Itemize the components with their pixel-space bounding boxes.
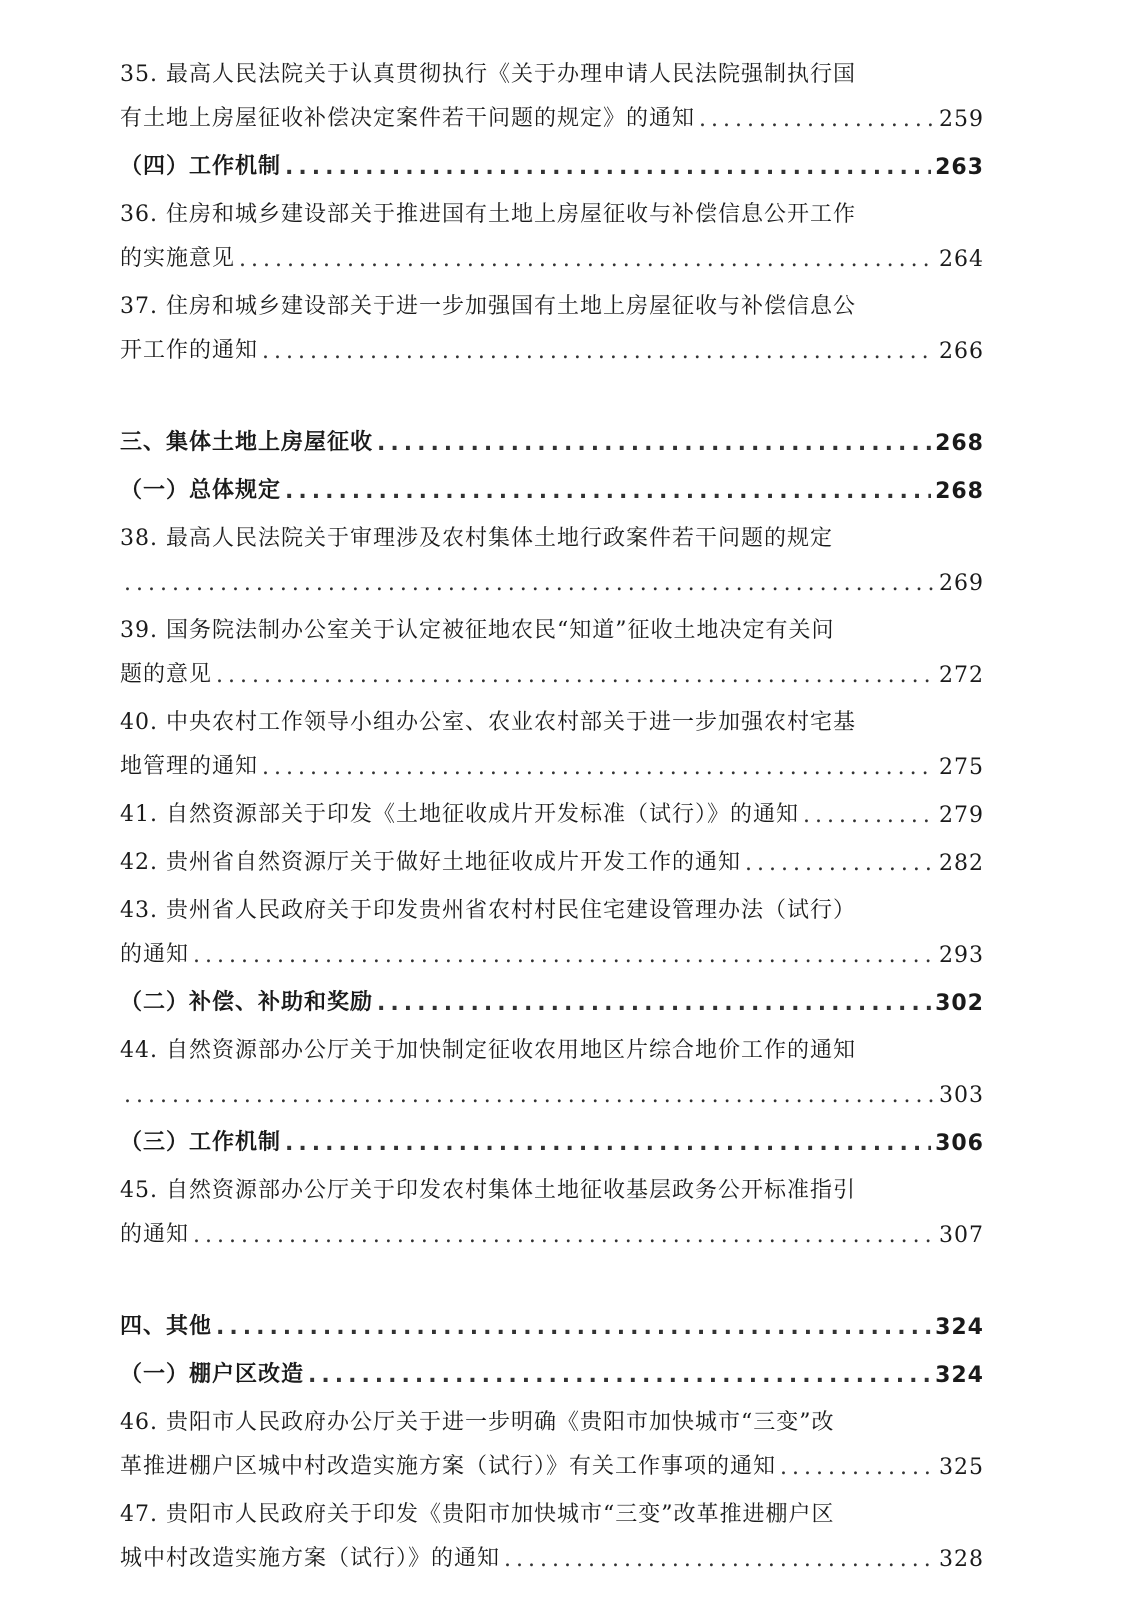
toc-heading-title: 三、集体土地上房屋征收: [120, 430, 374, 455]
toc-entry[interactable]: [120, 1020, 984, 1108]
leader-dots: [124, 571, 935, 596]
leader-dots: [377, 431, 931, 456]
toc-entry[interactable]: [120, 832, 984, 876]
toc-entry[interactable]: [120, 44, 984, 132]
toc-entry-text: 的实施意见: [120, 246, 236, 271]
section-gap: [120, 364, 984, 408]
page-number: 268: [935, 479, 984, 504]
leader-dots: [262, 339, 935, 364]
toc-entry[interactable]: [120, 1484, 984, 1572]
toc-entry-text: 有土地上房屋征收补偿决定案件若干问题的规定》的通知: [120, 106, 696, 131]
toc-entry-line: [120, 784, 984, 828]
toc-entry-line: [120, 880, 984, 924]
toc-entry-line: [120, 1064, 984, 1108]
toc-heading-title: （一）总体规定: [120, 478, 282, 503]
toc-entry-text: 40. 中央农村工作领导小组办公室、农业农村部关于进一步加强农村宅基: [120, 710, 856, 735]
toc-entry-line: [120, 184, 984, 228]
toc-entry[interactable]: [120, 784, 984, 828]
toc-entry-text: 43. 贵州省人民政府关于印发贵州省农村村民住宅建设管理办法（试行）: [120, 898, 856, 923]
toc-entry-line: [120, 924, 984, 968]
toc-entry-text: 地管理的通知: [120, 754, 259, 779]
toc-entry-text: 47. 贵阳市人民政府关于印发《贵阳市加快城市“三变”改革推进棚户区: [120, 1502, 835, 1527]
toc-entry-text: 开工作的通知: [120, 338, 259, 363]
toc-entry[interactable]: [120, 600, 984, 688]
page-number: 282: [939, 851, 984, 876]
toc-entry[interactable]: [120, 880, 984, 968]
toc-heading[interactable]: [120, 456, 984, 504]
toc-entry[interactable]: [120, 276, 984, 364]
toc-entry-line: [120, 644, 984, 688]
toc-heading[interactable]: [120, 968, 984, 1016]
page-number: 302: [935, 991, 984, 1016]
leader-dots: [504, 1547, 935, 1572]
toc-entry-text: 46. 贵阳市人民政府办公厅关于进一步明确《贵阳市加快城市“三变”改: [120, 1410, 835, 1435]
toc-entry-line: [120, 1392, 984, 1436]
page-number: 307: [939, 1223, 984, 1248]
toc-entry[interactable]: [120, 508, 984, 596]
toc-heading-title: （四）工作机制: [120, 154, 282, 179]
leader-dots: [216, 663, 935, 688]
toc-heading-title: （二）补偿、补助和奖励: [120, 990, 374, 1015]
toc-entry[interactable]: [120, 692, 984, 780]
toc-entry-line: [120, 508, 984, 552]
page-number: 303: [939, 1083, 984, 1108]
toc-entry-line: [120, 1020, 984, 1064]
toc-entry-text: 38. 最高人民法院关于审理涉及农村集体土地行政案件若干问题的规定: [120, 526, 833, 551]
leader-dots: [193, 1223, 935, 1248]
toc-entry[interactable]: [120, 1160, 984, 1248]
toc-entry-text: 城中村改造实施方案（试行）》的通知: [120, 1546, 501, 1571]
toc-entry-line: [120, 320, 984, 364]
page-number: 306: [935, 1131, 984, 1156]
toc-entry-text: 36. 住房和城乡建设部关于推进国有土地上房屋征收与补偿信息公开工作: [120, 202, 856, 227]
toc-entry-line: [120, 88, 984, 132]
page-number: 324: [935, 1315, 984, 1340]
page-number: 259: [939, 107, 984, 132]
toc-heading-title: （三）工作机制: [120, 1130, 282, 1155]
leader-dots: [377, 991, 931, 1016]
page-number: 279: [939, 803, 984, 828]
toc-entry-line: [120, 1484, 984, 1528]
toc-entry-line: [120, 552, 984, 596]
leader-dots: [216, 1315, 931, 1340]
toc-entry-text: 35. 最高人民法院关于认真贯彻执行《关于办理申请人民法院强制执行国: [120, 62, 856, 87]
toc-heading-title: （一）棚户区改造: [120, 1362, 305, 1387]
page-number: 328: [939, 1547, 984, 1572]
toc-entry-text: 45. 自然资源部办公厅关于印发农村集体土地征收基层政务公开标准指引: [120, 1178, 856, 1203]
toc-heading[interactable]: [120, 408, 984, 456]
page-number: 264: [939, 247, 984, 272]
page-number: 272: [939, 663, 984, 688]
toc-entry-text: 的通知: [120, 1222, 190, 1247]
toc-entry-line: [120, 44, 984, 88]
toc-entry-line: [120, 1528, 984, 1572]
page-number: 269: [939, 571, 984, 596]
table-of-contents: [120, 40, 984, 1572]
leader-dots: [285, 479, 931, 504]
toc-entry-text: 39. 国务院法制办公室关于认定被征地农民“知道”征收土地决定有关问: [120, 618, 835, 643]
page-number: 263: [935, 155, 984, 180]
toc-entry-text: 37. 住房和城乡建设部关于进一步加强国有土地上房屋征收与补偿信息公: [120, 294, 856, 319]
leader-dots: [262, 755, 935, 780]
toc-entry-line: [120, 1204, 984, 1248]
toc-entry-line: [120, 1436, 984, 1480]
section-gap: [120, 1248, 984, 1292]
toc-entry-line: [120, 736, 984, 780]
toc-entry-text: 44. 自然资源部办公厅关于加快制定征收农用地区片综合地价工作的通知: [120, 1038, 856, 1063]
toc-entry[interactable]: [120, 184, 984, 272]
toc-entry-line: [120, 228, 984, 272]
toc-entry-text: 题的意见: [120, 662, 213, 687]
page-number: 324: [935, 1363, 984, 1388]
toc-entry-text: 的通知: [120, 942, 190, 967]
toc-entry-line: [120, 276, 984, 320]
page-number: 268: [935, 431, 984, 456]
leader-dots: [239, 247, 935, 272]
toc-entry-text: 革推进棚户区城中村改造实施方案（试行）》有关工作事项的通知: [120, 1454, 777, 1479]
page-number: 293: [939, 943, 984, 968]
leader-dots: [803, 803, 935, 828]
page-number: 325: [939, 1455, 984, 1480]
toc-entry-line: [120, 832, 984, 876]
page-number: 266: [939, 339, 984, 364]
toc-heading[interactable]: [120, 132, 984, 180]
toc-heading[interactable]: [120, 1108, 984, 1156]
toc-entry-text: 42. 贵州省自然资源厅关于做好土地征收成片开发工作的通知: [120, 850, 741, 875]
leader-dots: [285, 155, 931, 180]
leader-dots: [699, 107, 935, 132]
toc-heading-title: 四、其他: [120, 1314, 213, 1339]
toc-entry-line: [120, 600, 984, 644]
leader-dots: [745, 851, 935, 876]
toc-entry[interactable]: [120, 1392, 984, 1480]
toc-entry-line: [120, 692, 984, 736]
leader-dots: [285, 1131, 931, 1156]
toc-heading[interactable]: [120, 1340, 984, 1388]
leader-dots: [308, 1363, 931, 1388]
toc-entry-text: 41. 自然资源部关于印发《土地征收成片开发标准（试行）》的通知: [120, 802, 799, 827]
toc-heading[interactable]: [120, 1292, 984, 1340]
toc-entry-line: [120, 1160, 984, 1204]
page-number: 275: [939, 755, 984, 780]
leader-dots: [780, 1455, 935, 1480]
leader-dots: [124, 1083, 935, 1108]
leader-dots: [193, 943, 935, 968]
